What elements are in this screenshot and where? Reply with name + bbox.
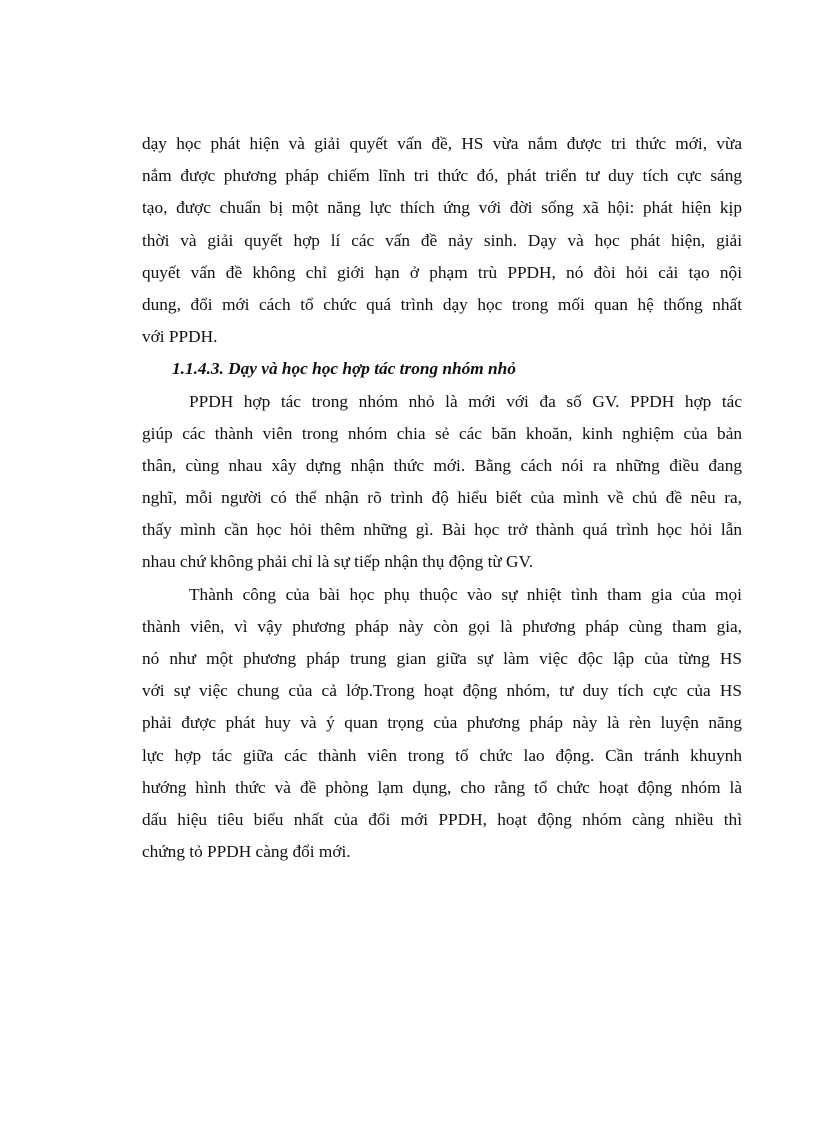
text-line: dấu hiệu tiêu biểu nhất của đổi mới PPDH, hoạt động nhóm càng nhiều thì [142,809,742,829]
text-line: Thành công của bài học phụ thuộc vào sự nhiệt tình tham gia của mọi [189,584,742,604]
text-line: dạy học phát hiện và giải quyết vấn đề, HS vừa nắm được tri thức mới, vừa [142,134,742,153]
text-line: phải được phát huy và ý quan trọng của phương pháp này là rèn luyện năng [142,713,742,733]
text-line: thời và giải quyết hợp lí các vấn đề nảy sinh. Dạy và học phát hiện, giải [142,230,742,250]
text-line: với sự việc chung của cả lớp.Trong hoạt động nhóm, tư duy tích cực của HS [142,681,742,701]
text-line: PPDH hợp tác trong nhóm nhỏ là mới với đa số GV. PPDH hợp tác [189,391,742,411]
text-line: thấy mình cần học hỏi thêm những gì. Bài học trở thành quá trình học hỏi lẫn [142,520,742,540]
text-line: lực hợp tác giữa các thành viên trong tổ chức lao động. Cần tránh khuynh [142,745,742,765]
text-line: thành viên, vì vậy phương pháp này còn gọi là phương pháp cùng tham gia, [142,616,742,636]
text-line: quyết vấn đề không chỉ giới hạn ở phạm trù PPDH, nó đòi hỏi cải tạo nội [142,262,742,282]
paragraph-1 [142,128,742,353]
text-line: với PPDH. [142,327,218,347]
text-line: giúp các thành viên trong nhóm chia sẻ các băn khoăn, kinh nghiệm của bản [142,423,742,443]
text-line: nhau chứ không phải chỉ là sự tiếp nhận thụ động từ GV. [142,552,534,572]
text-line: nó như một phương pháp trung gian giữa sự làm việc độc lập của từng HS [142,649,742,668]
text-line: nghĩ, mỗi người có thể nhận rõ trình độ hiểu biết của mình về chủ đề nêu ra, [142,488,742,508]
document-body [142,128,742,868]
text-line: dung, đổi mới cách tổ chức quá trình dạy học trong mối quan hệ thống nhất [142,294,742,314]
paragraph-2 [142,386,742,579]
text-line: chứng tỏ PPDH càng đổi mới. [142,842,351,862]
section-heading: 1.1.4.3. Dạy và học học hợp tác trong nhóm nhỏ [172,359,516,379]
text-line: tạo, được chuẩn bị một năng lực thích ứng với đời sống xã hội: phát hiện kịp [142,198,742,218]
paragraph-3 [142,579,742,869]
text-line: thân, cùng nhau xây dựng nhận thức mới. Bằng cách nói ra những điều đang [142,455,742,475]
text-line: hướng hình thức và đề phòng lạm dụng, cho rằng tổ chức hoạt động nhóm là [142,777,742,797]
text-line: nắm được phương pháp chiếm lĩnh tri thức đó, phát triển tư duy tích cực sáng [142,166,742,186]
